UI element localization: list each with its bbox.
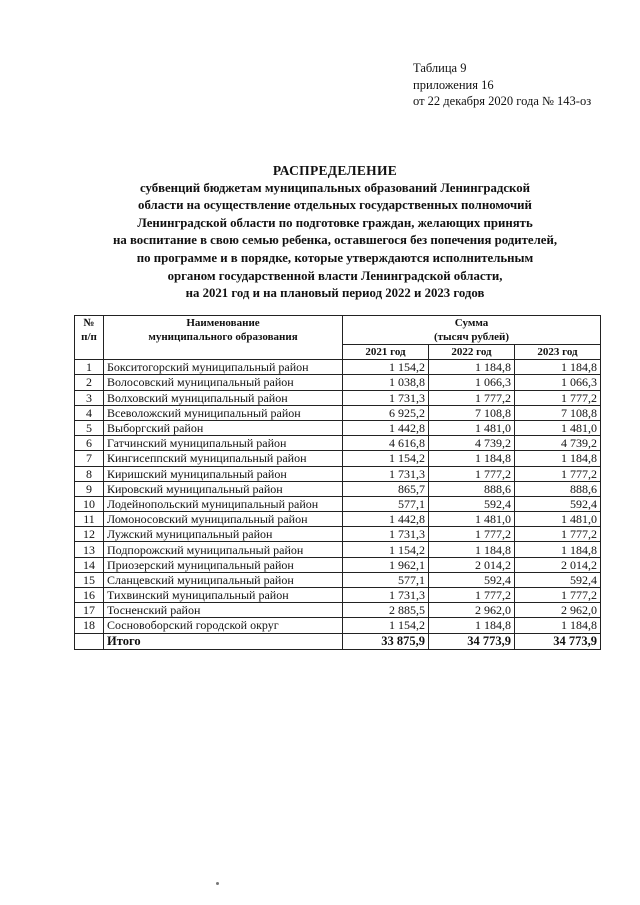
column-header-name-line1: Наименование bbox=[186, 317, 260, 329]
value-2023: 1 777,2 bbox=[515, 588, 601, 603]
table-row bbox=[75, 588, 601, 603]
municipality-name: Кингисеппский муниципальный район bbox=[104, 451, 343, 466]
table-row bbox=[75, 405, 601, 420]
value-2023: 1 184,8 bbox=[515, 618, 601, 633]
total-number-cell bbox=[75, 633, 104, 649]
municipality-name: Бокситогорский муниципальный район bbox=[104, 360, 343, 375]
value-2023: 1 777,2 bbox=[515, 527, 601, 542]
table-number: Таблица 9 bbox=[413, 61, 467, 75]
value-2023: 888,6 bbox=[515, 481, 601, 496]
table-row bbox=[75, 481, 601, 496]
title-line: по программе и в порядке, которые утверждаются исполнительным bbox=[136, 250, 534, 265]
value-2023: 592,4 bbox=[515, 572, 601, 587]
value-2021: 1 442,8 bbox=[343, 420, 429, 435]
row-number: 9 bbox=[75, 481, 104, 496]
value-2023: 1 777,2 bbox=[515, 390, 601, 405]
total-row bbox=[75, 633, 601, 649]
column-header-name bbox=[104, 316, 343, 360]
title-line: Ленинградской области по подготовке граждан, желающих принять bbox=[137, 215, 533, 230]
municipality-name: Киришский муниципальный район bbox=[104, 466, 343, 481]
municipality-name: Волосовский муниципальный район bbox=[104, 375, 343, 390]
value-2022: 1 777,2 bbox=[429, 588, 515, 603]
appendix-number: приложения 16 bbox=[413, 77, 494, 92]
row-number: 3 bbox=[75, 390, 104, 405]
total-2021: 33 875,9 bbox=[343, 633, 429, 649]
total-2023: 34 773,9 bbox=[515, 633, 601, 649]
column-header-name-line2: муниципального образования bbox=[148, 331, 298, 343]
row-number: 10 bbox=[75, 496, 104, 511]
value-2021: 1 154,2 bbox=[343, 451, 429, 466]
table-row bbox=[75, 618, 601, 633]
total-2022: 34 773,9 bbox=[429, 633, 515, 649]
municipality-name: Подпорожский муниципальный район bbox=[104, 542, 343, 557]
value-2023: 7 108,8 bbox=[515, 405, 601, 420]
distribution-table bbox=[74, 315, 601, 650]
row-number: 6 bbox=[75, 436, 104, 451]
value-2023: 1 184,8 bbox=[515, 360, 601, 375]
table-row bbox=[75, 542, 601, 557]
table-row bbox=[75, 496, 601, 511]
title-heading: РАСПРЕДЕЛЕНИЕ bbox=[272, 163, 398, 178]
row-number: 4 bbox=[75, 405, 104, 420]
column-header-2021: 2021 год bbox=[343, 345, 429, 360]
row-number: 7 bbox=[75, 451, 104, 466]
value-2021: 4 616,8 bbox=[343, 436, 429, 451]
value-2022: 2 962,0 bbox=[429, 603, 515, 618]
row-number: 11 bbox=[75, 512, 104, 527]
municipality-name: Всеволожский муниципальный район bbox=[104, 405, 343, 420]
value-2023: 1 066,3 bbox=[515, 375, 601, 390]
value-2021: 1 038,8 bbox=[343, 375, 429, 390]
scan-artifact bbox=[216, 882, 219, 885]
title-line: на 2021 год и на плановый период 2022 и 2023 годов bbox=[185, 286, 485, 301]
table-row bbox=[75, 527, 601, 542]
value-2021: 577,1 bbox=[343, 496, 429, 511]
row-number: 14 bbox=[75, 557, 104, 572]
municipality-name: Лодейнопольский муниципальный район bbox=[104, 496, 343, 511]
value-2022: 1 777,2 bbox=[429, 527, 515, 542]
row-number: 5 bbox=[75, 420, 104, 435]
value-2023: 592,4 bbox=[515, 496, 601, 511]
row-number: 15 bbox=[75, 572, 104, 587]
row-number: 2 bbox=[75, 375, 104, 390]
value-2023: 1 184,8 bbox=[515, 451, 601, 466]
value-2022: 1 184,8 bbox=[429, 618, 515, 633]
value-2021: 6 925,2 bbox=[343, 405, 429, 420]
municipality-name: Кировский муниципальный район bbox=[104, 481, 343, 496]
column-header-number-line1: № bbox=[83, 317, 95, 329]
row-number: 17 bbox=[75, 603, 104, 618]
municipality-name: Волховский муниципальный район bbox=[104, 390, 343, 405]
value-2021: 577,1 bbox=[343, 572, 429, 587]
column-header-number-line2: п/п bbox=[81, 331, 97, 343]
municipality-name: Ломоносовский муниципальный район bbox=[104, 512, 343, 527]
value-2023: 1 777,2 bbox=[515, 466, 601, 481]
table-row bbox=[75, 420, 601, 435]
municipality-name: Приозерский муниципальный район bbox=[104, 557, 343, 572]
row-number: 13 bbox=[75, 542, 104, 557]
table-row bbox=[75, 390, 601, 405]
column-header-2022: 2022 год bbox=[429, 345, 515, 360]
value-2022: 592,4 bbox=[429, 496, 515, 511]
municipality-name: Гатчинский муниципальный район bbox=[104, 436, 343, 451]
municipality-name: Сланцевский муниципальный район bbox=[104, 572, 343, 587]
column-header-number bbox=[75, 316, 104, 360]
municipality-name: Выборгский район bbox=[104, 420, 343, 435]
table-row bbox=[75, 603, 601, 618]
table-row bbox=[75, 436, 601, 451]
table-row bbox=[75, 360, 601, 375]
municipality-name: Сосновоборский городской округ bbox=[104, 618, 343, 633]
value-2021: 2 885,5 bbox=[343, 603, 429, 618]
value-2022: 2 014,2 bbox=[429, 557, 515, 572]
value-2021: 865,7 bbox=[343, 481, 429, 496]
column-header-sum-line2: (тысяч рублей) bbox=[433, 331, 510, 343]
row-number: 18 bbox=[75, 618, 104, 633]
value-2022: 1 481,0 bbox=[429, 420, 515, 435]
row-number: 12 bbox=[75, 527, 104, 542]
title-line: субвенций бюджетам муниципальных образований Ленинградской bbox=[139, 180, 531, 195]
table-row bbox=[75, 512, 601, 527]
value-2022: 7 108,8 bbox=[429, 405, 515, 420]
value-2022: 1 184,8 bbox=[429, 451, 515, 466]
row-number: 1 bbox=[75, 360, 104, 375]
table-row bbox=[75, 557, 601, 572]
value-2021: 1 731,3 bbox=[343, 588, 429, 603]
value-2023: 1 481,0 bbox=[515, 420, 601, 435]
municipality-name: Тихвинский муниципальный район bbox=[104, 588, 343, 603]
value-2022: 1 481,0 bbox=[429, 512, 515, 527]
law-reference: от 22 декабря 2020 года № 143-оз bbox=[413, 94, 592, 108]
value-2022: 1 777,2 bbox=[429, 390, 515, 405]
column-header-sum bbox=[343, 316, 601, 345]
row-number: 16 bbox=[75, 588, 104, 603]
title-line: области на осуществление отдельных государственных полномочий bbox=[138, 198, 532, 213]
municipality-name: Тосненский район bbox=[104, 603, 343, 618]
appendix-reference bbox=[413, 60, 628, 110]
document-title bbox=[60, 162, 610, 303]
value-2022: 4 739,2 bbox=[429, 436, 515, 451]
value-2023: 1 481,0 bbox=[515, 512, 601, 527]
title-line: органом государственной власти Ленинградской области, bbox=[167, 268, 503, 283]
value-2021: 1 154,2 bbox=[343, 618, 429, 633]
title-line: на воспитание в свою семью ребенка, оставшегося без попечения родителей, bbox=[112, 233, 558, 248]
value-2022: 592,4 bbox=[429, 572, 515, 587]
value-2021: 1 962,1 bbox=[343, 557, 429, 572]
value-2021: 1 154,2 bbox=[343, 360, 429, 375]
value-2023: 2 962,0 bbox=[515, 603, 601, 618]
table-row bbox=[75, 466, 601, 481]
value-2021: 1 731,3 bbox=[343, 466, 429, 481]
value-2023: 1 184,8 bbox=[515, 542, 601, 557]
value-2021: 1 731,3 bbox=[343, 390, 429, 405]
column-header-2023: 2023 год bbox=[515, 345, 601, 360]
value-2021: 1 442,8 bbox=[343, 512, 429, 527]
value-2022: 1 184,8 bbox=[429, 542, 515, 557]
value-2022: 888,6 bbox=[429, 481, 515, 496]
column-header-sum-line1: Сумма bbox=[454, 317, 489, 329]
table-row bbox=[75, 451, 601, 466]
value-2022: 1 777,2 bbox=[429, 466, 515, 481]
table-row bbox=[75, 375, 601, 390]
table-header-row bbox=[75, 316, 601, 345]
row-number: 8 bbox=[75, 466, 104, 481]
value-2022: 1 066,3 bbox=[429, 375, 515, 390]
value-2023: 2 014,2 bbox=[515, 557, 601, 572]
value-2021: 1 154,2 bbox=[343, 542, 429, 557]
value-2022: 1 184,8 bbox=[429, 360, 515, 375]
total-label: Итого bbox=[104, 633, 343, 649]
table-row bbox=[75, 572, 601, 587]
municipality-name: Лужский муниципальный район bbox=[104, 527, 343, 542]
value-2021: 1 731,3 bbox=[343, 527, 429, 542]
value-2023: 4 739,2 bbox=[515, 436, 601, 451]
